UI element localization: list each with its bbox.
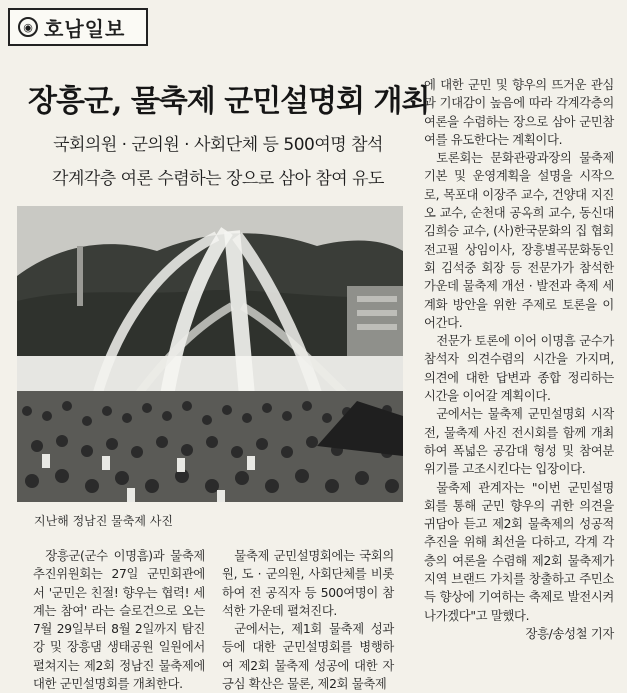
festival-photo [17,206,403,502]
article-paragraph: 물축제 관계자는 "이번 군민설명회를 통해 군민 향우의 귀한 의견을 귀담아 듣고 제2회 물축제의 성공적 추진을 위해 최선을 다하고, 각계 각층의 여론을 수렴해 제2회 물축제가 지역 브랜드 가치를 창출하고 주민소득 향상에 기여하는 축제로 발전시켜 나가겠다"고 말했다. [424,480,614,623]
article-column-2 [222,547,394,693]
article-subhead-1: 국회의원 · 군의원 · 사회단체 등 500여명 참석 [53,135,383,155]
article-paragraph: 토론회는 문화관광과장의 물축제 기본 및 운영계획을 설명을 시작으로, 목포대 이장주 교수, 건양대 지진오 교수, 순천대 공옥희 교수, 동신대 김희승 교수, (사)한국문화의 집 협회 전고필 상임이사, 장흥별곡문화동인회 김석중 회장 등 전문가가 참석한 가운데 물축제 개선 · 발전과 축제 세계화 방안을 위한 주제로 토론을 이어간다. [424,151,614,330]
article-column-3 [424,76,614,643]
water-fountain-festival-photo [17,206,403,502]
article-paragraph: 물축제 군민설명회에는 국회의원, 도 · 군의원, 사회단체를 비롯하여 전 공직자 등 500여명이 참석한 가운데 펼쳐진다. [222,549,394,618]
article-paragraph: 장흥군(군수 이명흠)과 물축제 추진위원회는 27일 군민회관에서 '군민은 친절! 향우는 협력! 세계는 참여' 라는 슬로건으로 오는 7월 29일부터 8월 2일까지 탐진강 및 장흥댐 생태공원 일원에서 펼쳐지는 제2회 정남진 물축제에 대한 군민설명회를 개최한다. [33,549,205,692]
article-paragraph: 군에서는, 제1회 물축제 성과 등에 대한 군민설명회를 병행하여 제2회 물축제 성공에 대한 자긍심 확산은 물론, 제2회 물축제 [222,622,394,692]
masthead-title: 호남일보 [44,16,126,41]
reporter-byline: 장흥/송성철 기자 [525,626,614,641]
article-paragraph: 전문가 토론에 이어 이명흠 군수가 참석자 의견수렴의 시간을 가지며, 의견에 대한 답변과 종합 정리하는 시간을 이어갈 계획이다. [424,334,614,404]
article-column-1 [33,547,205,693]
masthead-logo [8,8,148,46]
article-headline: 장흥군, 물축제 군민설명회 개최 [28,84,430,119]
article-paragraph: 군에서는 물축제 군민설명회 시작 전, 물축제 사진 전시회를 함께 개최하여 폭넓은 공감대 형성 및 참여분위기를 고조시킨다는 입장이다. [424,407,614,477]
article-paragraph: 에 대한 군민 및 향우의 뜨거운 관심과 기대감이 높음에 따라 각계각층의 여론을 수렴하는 장으로 삼아 군민참여를 유도한다는 계획이다. [424,78,614,147]
newspaper-emblem-icon: ◉ [18,17,38,37]
article-subhead-2: 각계각층 여론 수렴하는 장으로 삼아 참여 유도 [52,169,384,189]
photo-caption: 지난해 정남진 물축제 사진 [34,514,173,528]
